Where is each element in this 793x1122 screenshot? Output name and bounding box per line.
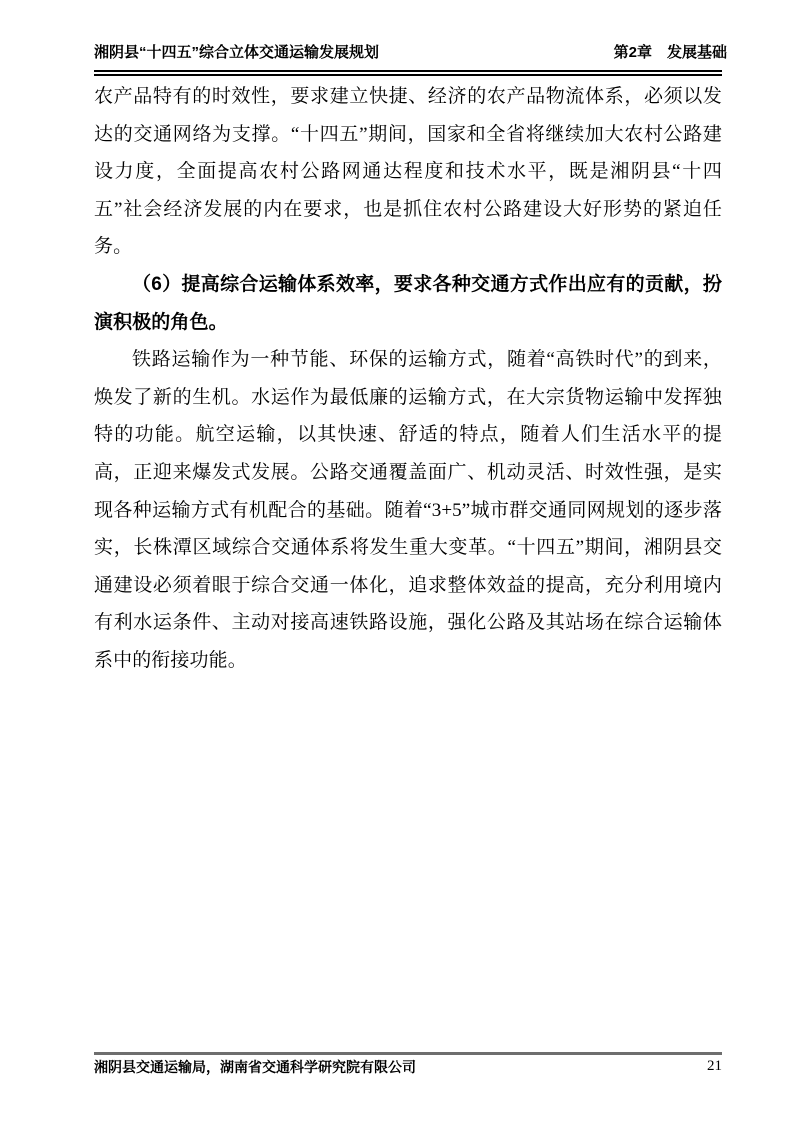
heading-item-6: （6）提高综合运输体系效率，要求各种交通方式作出应有的贡献，扮演积极的角色。 bbox=[94, 273, 722, 333]
page-number: 21 bbox=[707, 1058, 722, 1074]
footer-organization: 湘阴县交通运输局，湖南省交通科学研究院有限公司 bbox=[94, 1059, 416, 1075]
page-header bbox=[94, 44, 727, 62]
paragraph-rural-roads: 农产品特有的时效性，要求建立快捷、经济的农产品物流体系，必须以发达的交通网络为支撑。“十四五”期间，国家和全省将继续加大农村公路建设力度，全面提高农村公路网通达程度和技术水平，既是湘阴县“十四五”社会经济发展的内在要求，也是抓住农村公路建设大好形势的紧迫任务。 bbox=[94, 86, 722, 258]
header-document-title: 湘阴县“十四五”综合立体交通运输发展规划 bbox=[94, 44, 380, 61]
footer-divider-rule bbox=[94, 1052, 722, 1055]
header-chapter-title: 第2章 发展基础 bbox=[613, 44, 727, 61]
header-divider-double-rule bbox=[94, 70, 722, 76]
paragraph-transport-modes: 铁路运输作为一种节能、环保的运输方式，随着“高铁时代”的到来，焕发了新的生机。水运作为最低廉的运输方式，在大宗货物运输中发挥独特的功能。航空运输，以其快速、舒适的特点，随着人们生活水平的提高，正迎来爆发式发展。公路交通覆盖面广、机动灵活、时效性强，是实现各种运输方式有机配合的基础。随着“3+5”城市群交通同网规划的逐步落实，长株潭区域综合交通体系将发生重大变革。“十四五”期间，湘阴县交通建设必须着眼于综合交通一体化，追求整体效益的提高，充分利用境内有利水运条件、主动对接高速铁路设施，强化公路及其站场在综合运输体系中的衔接功能。 bbox=[94, 349, 722, 671]
document-body bbox=[94, 78, 722, 680]
